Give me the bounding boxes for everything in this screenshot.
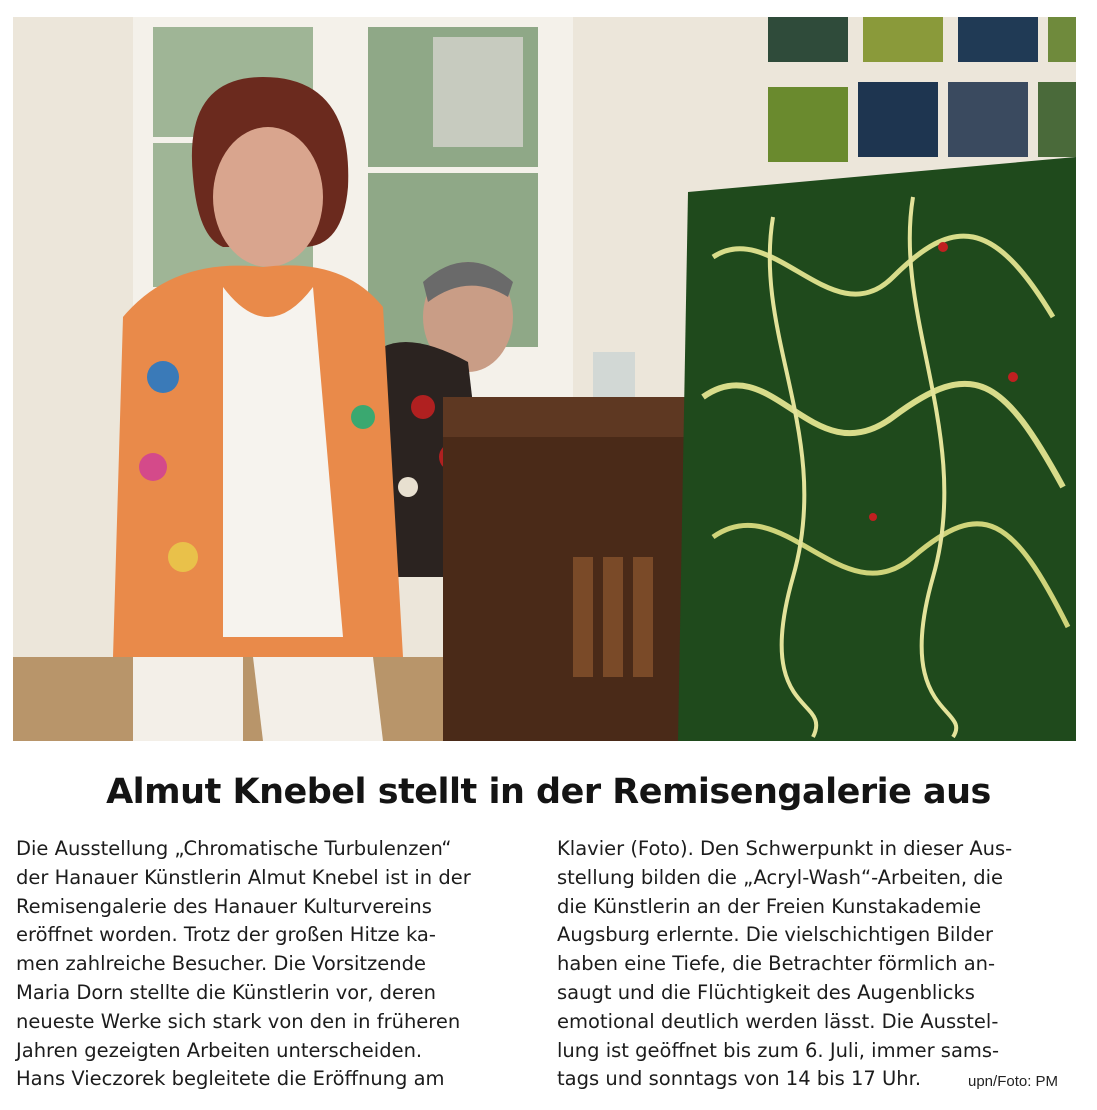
body-line: stellung bilden die „Acryl-Wash“-Arbeiten, die — [557, 865, 1004, 889]
body-line: men zahlreiche Besucher. Die Vorsitzende — [16, 952, 426, 976]
body-line: Hans Vieczorek begleitete die Eröffnung am — [16, 1067, 445, 1091]
body-line: tags und sonntags von 14 bis 17 Uhr. — [557, 1067, 922, 1091]
large-painting — [678, 157, 1076, 741]
body-line: die Künstlerin an der Freien Kunstakademie — [557, 894, 982, 918]
body-line: Klavier (Foto). Den Schwerpunkt in dieser Aus- — [557, 837, 1013, 860]
body-line: eröffnet worden. Trotz der großen Hitze ka- — [16, 923, 436, 947]
article-body-right-column — [557, 835, 1082, 1094]
body-line: lung ist geöffnet bis zum 6. Juli, immer sams- — [557, 1038, 1000, 1062]
body-line: der Hanauer Künstlerin Almut Knebel ist in der — [16, 865, 471, 889]
photo-illustration — [13, 17, 1076, 741]
body-line: Augsburg erlernte. Die vielschichtigen Bilder — [557, 923, 994, 947]
article-headline: Almut Knebel stellt in der Remisengalerie aus — [106, 772, 991, 812]
body-line: saugt und die Flüchtigkeit des Augenblicks — [557, 980, 975, 1004]
piano — [443, 397, 693, 741]
body-line: Remisengalerie des Hanauer Kulturvereins — [16, 894, 432, 918]
photo-credit: upn/Foto: PM — [968, 1073, 1059, 1090]
body-line: Jahren gezeigten Arbeiten unterscheiden. — [16, 1038, 423, 1062]
article-photo — [13, 17, 1076, 741]
body-line: haben eine Tiefe, die Betrachter förmlich an- — [557, 952, 996, 976]
body-line: emotional deutlich werden lässt. Die Ausstel- — [557, 1009, 999, 1033]
body-line: Maria Dorn stellte die Künstlerin vor, deren — [16, 980, 436, 1004]
body-line: Die Ausstellung „Chromatische Turbulenzen“ — [16, 837, 452, 860]
body-line: neueste Werke sich stark von den in früheren — [16, 1009, 461, 1033]
article-body-left-column — [16, 835, 536, 1094]
